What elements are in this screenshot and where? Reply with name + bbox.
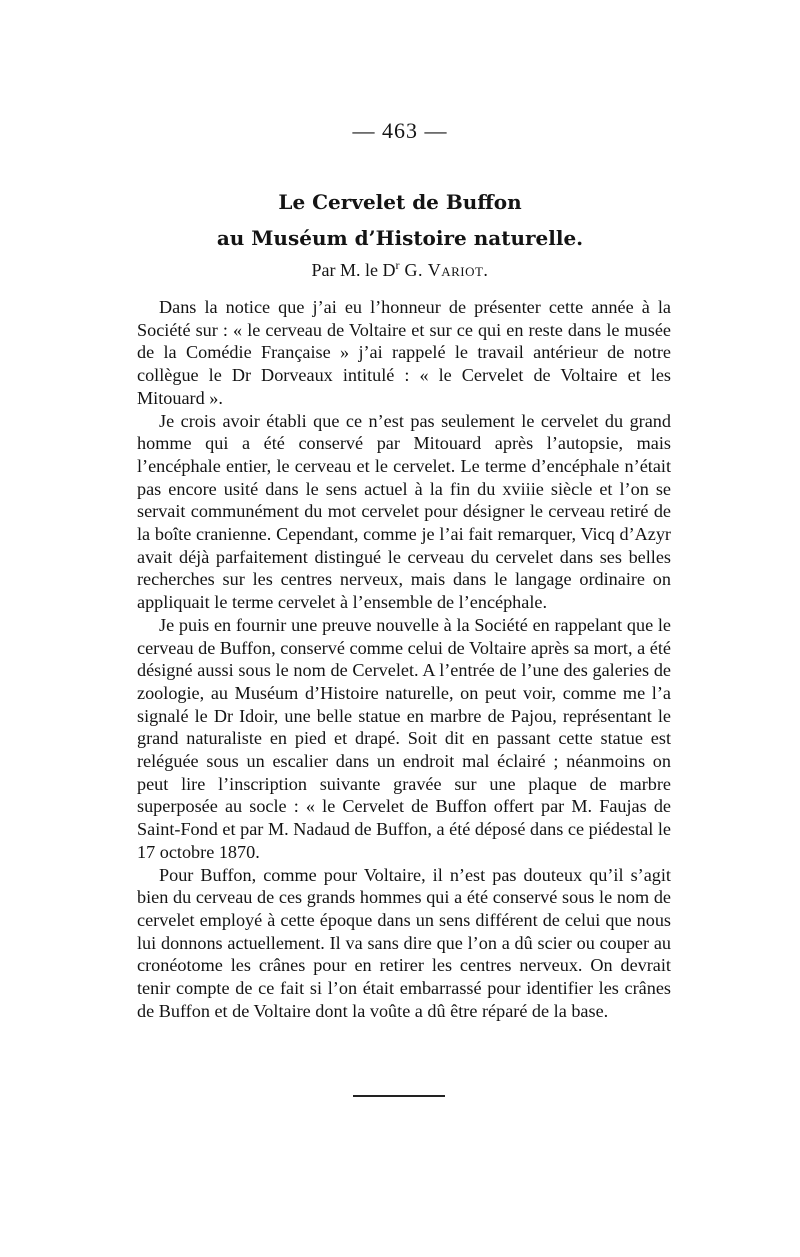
paragraph-4: Pour Buffon, comme pour Voltaire, il n’est pas douteux qu’il s’agit bien du cerveau de ces grands hommes qui a été conservé sous le nom de cervelet employé à cette époque dans un sens différent de celui que nous lui donnons actuellement. Il va sans dire que l’on a dû scier ou couper au cronéotome les crânes pour en retirer les centres nerveux. On devrait tenir compte de ce fait si l’on était embarrassé pour identifier les crânes de Buffon et de Voltaire dont la voûte a dû être réparé de la base. [137, 864, 671, 1021]
paragraph-3: Je puis en fournir une preuve nouvelle à la Société en rappelant que le cerveau de Buffon, conservé comme celui de Voltaire après sa mort, a été désigné aussi sous le nom de Cervelet. A l’entrée de l’une des galeries de zoologie, au Muséum d’Histoire naturelle, on peut voir, comme me l’a signalé le Dr Idoir, une belle statue en marbre de Pajou, représentant le grand naturaliste en pied et drapé. Soit dit en passant cette statue est reléguée sous un escalier dans un endroit mal éclairé ; néanmoins on peut lire l’inscription suivante gravée sur une plaque de marbre superposée au socle : « le Cervelet de Buffon offert par M. Faujas de Saint-Fond et par M. Nadaud de Buffon, a été déposé dans ce piédestal le 17 octobre 1870. [137, 614, 671, 862]
paragraph-1: Dans la notice que j’ai eu l’honneur de présenter cette année à la Société sur : « le cerveau de Voltaire et sur ce qui en reste dans le musée de la Comédie Française » j’ai rappelé le travail antérieur de notre collègue le Dr Dorveaux intitulé : « le Cervelet de Voltaire et les Mitouard ». [137, 297, 671, 408]
byline [0, 258, 800, 281]
byline-author: G. Variot. [399, 260, 489, 280]
byline-prefix: Par M. le D [311, 260, 396, 280]
article-title-line-2: au Muséum d’Histoire naturelle. [216, 226, 584, 250]
byline-superscript: r [395, 258, 400, 272]
article-title-line-1: Le Cervelet de Buffon [278, 190, 522, 214]
end-rule [353, 1095, 445, 1097]
article-body [137, 296, 671, 1023]
page-number: — 463 — [352, 118, 448, 143]
paragraph-2: Je crois avoir établi que ce n’est pas seulement le cervelet du grand homme qui a été conservé par Mitouard après l’autopsie, mais l’encéphale entier, le cerveau et le cervelet. Le terme d’encéphale n’était pas encore usité dans le sens actuel à la fin du xviiie siècle et l’on se servait communément du mot cervelet pour désigner le cerveau retiré de la boîte cranienne. Cependant, comme je l’ai fait remarquer, Vicq d’Azyr avait déjà parfaitement distingué le cerveau du cervelet dans ses belles recherches sur les centres nerveux, mais dans le langage ordinaire on appliquait le terme cervelet à l’ensemble de l’encéphale. [137, 410, 671, 613]
